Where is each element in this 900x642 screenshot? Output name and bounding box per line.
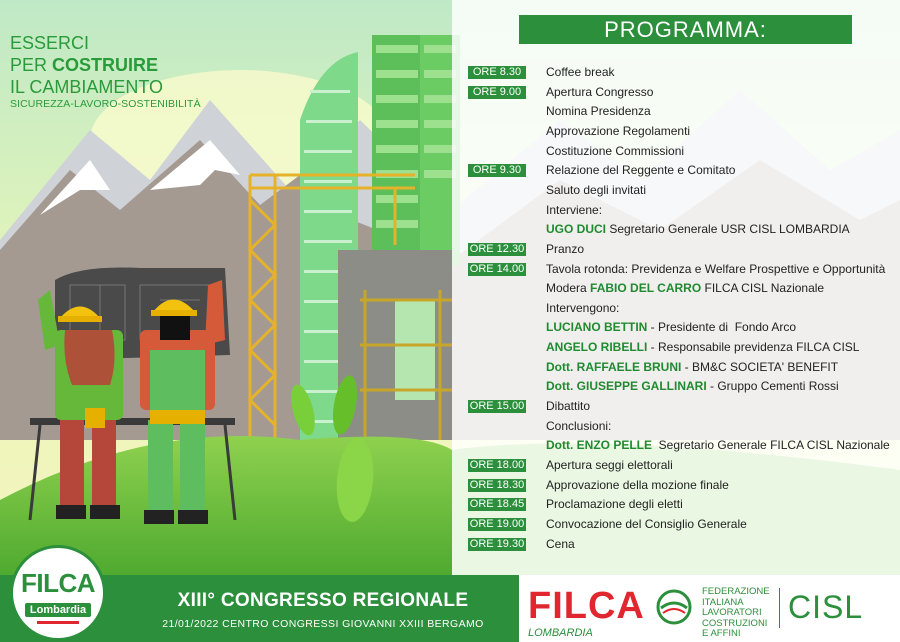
speaker-name: ANGELO RIBELLI [546,340,648,354]
program-item-description: - Presidente di Fondo Arco [647,320,797,334]
program-item-text [546,456,673,474]
program-title: PROGRAMMA: [519,15,852,44]
program-item-text [546,102,651,120]
program-item-description: Cena [546,537,575,551]
program-item-description: Coffee break [546,65,615,79]
time-badge: ORE 9.00 [468,86,526,99]
program-item-description: Tavola rotonda: Previdenza e Welfare Prospettive e Opportunità [546,262,886,276]
program-item-text [546,358,838,376]
program-row [468,299,898,317]
program-row [468,83,898,101]
federation-line: E AFFINI [702,628,741,639]
program-item-description: Intervengono: [546,301,620,315]
time-badge: ORE 18.45 [469,498,525,510]
time-badge: ORE 15.00 [469,400,525,412]
program-item-text [546,417,611,435]
program-item-description: Apertura seggi elettorali [546,458,673,472]
speaker-name: UGO DUCI [546,222,606,236]
program-item-text [546,515,747,533]
congress-info [128,590,518,630]
program-item-text [546,181,646,199]
program-row [468,220,898,238]
program-item-description: Approvazione della mozione finale [546,478,729,492]
program-row [468,476,898,494]
time-badge: ORE 14.00 [469,263,525,275]
program-row [468,161,898,179]
program-item-description: Proclamazione degli eletti [546,497,683,511]
program-row [468,436,898,454]
program-item-text [546,476,729,494]
program-item-text [546,495,683,513]
program-row [468,63,898,81]
brand-divider [779,588,780,628]
program-row [468,535,898,553]
program-row [468,377,898,395]
program-item-description: Convocazione del Consiglio Generale [546,517,747,531]
program-item-text [546,83,653,101]
headline-line-2 [10,54,201,76]
time-badge: ORE 8.30 [468,66,526,79]
program-row [468,456,898,474]
program-item-text [546,220,850,238]
time-badge: ORE 18.30 [469,479,525,491]
program-row [468,201,898,219]
program-item-description: Pranzo [546,242,585,256]
congress-title: XIII° CONGRESSO REGIONALE [177,590,469,611]
program-row [468,495,898,513]
headline-line-2-strong: COSTRUIRE [52,55,159,75]
program-row [468,240,898,258]
time-badge: ORE 19.30 [469,538,525,550]
time-badge: ORE 18.00 [469,459,525,471]
program-item-text [546,122,690,140]
program-item-text [546,279,824,297]
program-row [468,417,898,435]
program-row [468,318,898,336]
program-item-text [546,201,602,219]
program-row [468,397,898,415]
federation-line: COSTRUZIONI [702,617,768,629]
program-item-description: Dibattito [546,399,591,413]
program-item-description: Segretario Generale USR CISL LOMBARDIA [606,222,850,236]
program-row [468,279,898,297]
speaker-name: Dott. GIUSEPPE GALLINARI [546,379,707,393]
program-item-description: Costituzione Commissioni [546,144,685,158]
program-item-text [546,63,615,81]
program-item-description: Apertura Congresso [546,85,654,99]
speaker-name: Dott. RAFFAELE BRUNI [546,360,682,374]
program-item-text [546,260,885,278]
time-badge: ORE 12.30 [469,243,525,255]
speaker-name: FABIO DEL CARRO [590,281,702,295]
headline-line-3: IL CAMBIAMENTO [10,77,164,97]
program-item-description: Conclusioni: [546,419,612,433]
cisl-brand: CISL [788,589,864,625]
speaker-name: LUCIANO BETTIN [546,320,648,334]
program-item-text [546,338,859,356]
logo-name: FILCA [20,568,96,598]
program-item-description: - BM&C SOCIETA' BENEFIT [681,360,839,374]
time-badge: ORE 19.00 [469,518,525,530]
headline-subtitle: SICUREZZA-LAVORO-SOSTENIBILITÀ [10,98,201,110]
program-item-description: Segretario Generale FILCA CISL Nazionale [652,438,890,452]
federation-line: FEDERAZIONE [702,586,770,597]
program-item-text [546,436,890,454]
program-row [468,122,898,140]
program-row [468,102,898,120]
program-row [468,142,898,160]
program-item-description: Interviene: [546,203,603,217]
program-row [468,260,898,278]
program-item-description: Relazione del Reggente e Comitato [546,163,736,177]
congress-date-venue: 21/01/2022 CENTRO CONGRESSI GIOVANNI XXIII BERGAMO [162,618,484,630]
logo-region: Lombardia [25,603,91,617]
program-item-description: - Gruppo Cementi Rossi [706,379,839,393]
program-item-text [546,142,684,160]
program-row [468,358,898,376]
federation-line: ITALIANA [702,596,744,608]
program-item-text [546,535,575,553]
program-item-description: FILCA CISL Nazionale [701,281,825,295]
federation-line: LAVORATORI [702,607,762,618]
program-item-text [546,161,735,179]
program-item-text [546,299,619,317]
program-item-text [546,377,839,395]
program-item-description: Saluto degli invitati [546,183,647,197]
filca-brand: FILCA [528,585,645,627]
federation-name [702,587,770,640]
headline [10,32,201,111]
program-item-text [546,397,590,415]
program-item-prefix: Modera [546,281,591,295]
speaker-name: Dott. ENZO PELLE [546,438,652,452]
program-row [468,338,898,356]
program-item-description: Approvazione Regolamenti [546,124,691,138]
headline-line-2-prefix: PER [10,55,53,75]
filca-lombardia-logo [10,545,106,641]
logo-red-bar [37,621,79,624]
program-item-text [546,318,796,336]
time-badge: ORE 9.30 [468,164,526,177]
program-row [468,515,898,533]
filca-brand-region: LOMBARDIA [528,627,593,639]
filca-swoosh-icon [655,588,693,626]
program-item-text [546,240,584,258]
program-item-description: Nomina Presidenza [546,104,651,118]
program-row [468,181,898,199]
headline-line-1: ESSERCI [10,33,90,53]
program-item-description: - Responsabile previdenza FILCA CISL [647,340,860,354]
